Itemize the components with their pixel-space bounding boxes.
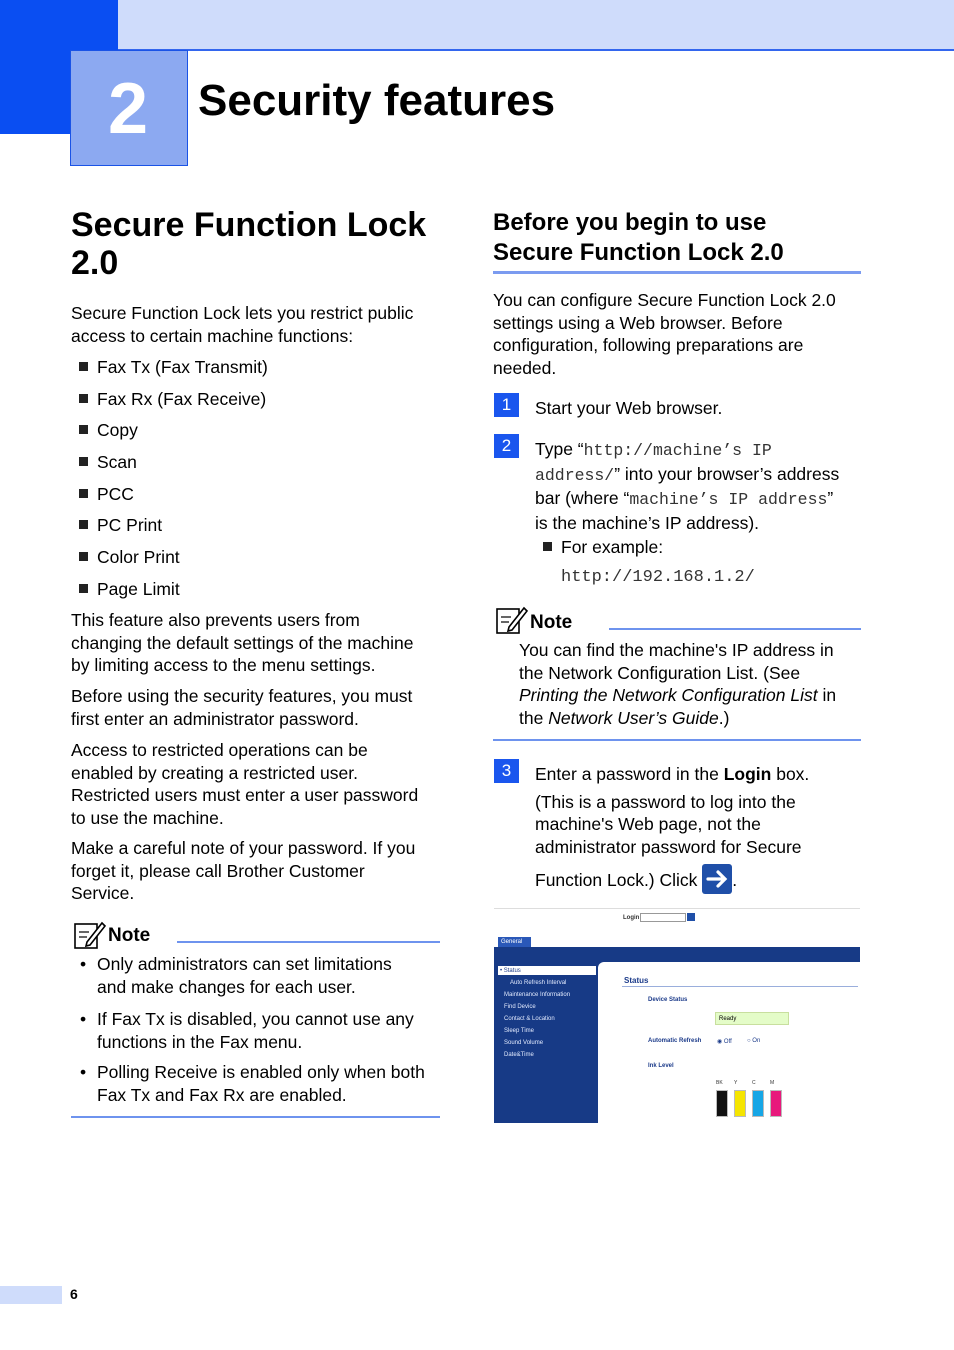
go-arrow-icon[interactable] xyxy=(702,864,732,894)
note-pencil-icon xyxy=(495,605,529,635)
status-panel xyxy=(598,962,860,1123)
example-item: For example: xyxy=(535,536,663,558)
panel-rule xyxy=(622,986,858,987)
right-intro-paragraph: You can configure Secure Function Lock 2.0 settings using a Web browser. Before configuration, following preparations are needed. xyxy=(493,290,836,378)
device-status-value: Ready xyxy=(715,1012,789,1025)
note-pencil-icon xyxy=(73,920,107,950)
list-item: Scan xyxy=(71,451,137,473)
step-1-badge: 1 xyxy=(494,393,519,417)
step-2-badge: 2 xyxy=(494,434,519,458)
ink-label: M xyxy=(770,1080,775,1086)
ink-bar xyxy=(770,1090,782,1117)
paragraph-admin-password: Before using the security features, you must first enter an administrator password. xyxy=(71,686,413,729)
header-band xyxy=(0,0,954,51)
ink-label: Y xyxy=(734,1080,738,1086)
paragraph-restricted-user: Access to restricted operations can be enabled by creating a restricted user. Restricted users must enter a user password to use the machine. xyxy=(71,740,419,828)
ink-bar xyxy=(734,1090,746,1117)
radio-on[interactable]: ○ On xyxy=(747,1038,761,1044)
menu-item[interactable]: Auto Refresh Interval xyxy=(510,980,567,986)
note-text: You can find the machine's IP address in the Network Configuration List. (See Printing the Network Configuration List in the Network User’s Guide.) xyxy=(519,640,837,728)
note-top-rule xyxy=(609,628,861,630)
intro-paragraph: Secure Function Lock lets you restrict public access to certain machine functions: xyxy=(71,303,414,346)
web-ui-screenshot xyxy=(494,908,860,1123)
menu-item[interactable]: Contact & Location xyxy=(504,1016,555,1022)
auto-refresh-label: Automatic Refresh xyxy=(648,1038,702,1044)
square-bullet-icon xyxy=(79,394,88,403)
note-item: • If Fax Tx is disabled, you cannot use any functions in the Fax menu. xyxy=(80,1009,414,1052)
note-label: Note xyxy=(530,612,573,633)
step-2-text: Type “http://machine’s IP address/” into your browser’s address bar (where “machine’s IP address” is the machine’s IP address). xyxy=(535,439,840,533)
note-item: • Only administrators can set limitations and make changes for each user. xyxy=(80,954,392,997)
list-item: PC Print xyxy=(71,514,162,536)
ink-label: BK xyxy=(716,1080,723,1086)
note-top-rule xyxy=(177,941,440,943)
step-3-text: Enter a password in the Login box. (This is a password to log into the machine's Web page, not the administrator password for Secure Function Lock.) Click . xyxy=(535,763,865,894)
subsection-rule xyxy=(493,271,861,274)
list-item: Page Limit xyxy=(71,578,180,600)
note-label: Note xyxy=(108,925,151,946)
menu-item[interactable]: • Status xyxy=(500,968,521,974)
login-go-icon[interactable] xyxy=(687,913,695,921)
square-bullet-icon xyxy=(79,457,88,466)
square-bullet-icon xyxy=(79,362,88,371)
menu-item[interactable]: Date&Time xyxy=(504,1052,534,1058)
menu-item[interactable]: Find Device xyxy=(504,1004,536,1010)
ink-level-label: Ink Level xyxy=(648,1063,674,1069)
menu-item[interactable]: Sound Volume xyxy=(504,1040,544,1046)
tab-general[interactable]: General xyxy=(498,937,531,947)
page-number: 6 xyxy=(70,1286,78,1302)
subsection-title: Before you begin to use Secure Function Lock 2.0 xyxy=(493,209,784,266)
login-label: Login xyxy=(623,915,640,921)
ink-bar xyxy=(752,1090,764,1117)
step-3-badge: 3 xyxy=(494,759,519,783)
paragraph-menu-settings: This feature also prevents users from changing the default settings of the machine by limiting access to the menu settings. xyxy=(71,610,414,675)
radio-off[interactable]: ◉ Off xyxy=(717,1039,732,1045)
section-title: Secure Function Lock 2.0 xyxy=(71,206,427,282)
square-bullet-icon xyxy=(543,542,552,551)
list-item: PCC xyxy=(71,483,134,505)
paragraph-password-note: Make a careful note of your password. If you forget it, please call Brother Customer Service. xyxy=(71,838,416,903)
ink-bar xyxy=(716,1090,728,1117)
note-box xyxy=(71,918,441,1124)
device-status-label: Device Status xyxy=(648,997,688,1003)
login-input[interactable] xyxy=(640,913,686,922)
example-url: http://192.168.1.2/ xyxy=(561,568,755,587)
panel-title: Status xyxy=(624,976,649,985)
note-item: • Polling Receive is enabled only when both Fax Tx and Fax Rx are enabled. xyxy=(80,1062,425,1105)
menu-item[interactable]: Sleep Time xyxy=(504,1028,535,1034)
square-bullet-icon xyxy=(79,489,88,498)
square-bullet-icon xyxy=(79,425,88,434)
list-item: Copy xyxy=(71,419,138,441)
note-bottom-rule xyxy=(493,739,861,741)
square-bullet-icon xyxy=(79,552,88,561)
list-item: Fax Tx (Fax Transmit) xyxy=(71,356,268,378)
square-bullet-icon xyxy=(79,584,88,593)
menu-item[interactable]: Maintenance Information xyxy=(504,992,571,998)
chapter-title: Security features xyxy=(198,76,556,125)
list-item: Color Print xyxy=(71,546,180,568)
step-1-text: Start your Web browser. xyxy=(535,398,723,418)
note-bottom-rule xyxy=(71,1116,440,1118)
chapter-number: 2 xyxy=(107,69,149,149)
ink-label: C xyxy=(752,1080,756,1086)
note-box-right xyxy=(493,603,863,743)
footer-band xyxy=(0,1286,62,1304)
square-bullet-icon xyxy=(79,520,88,529)
list-item: Fax Rx (Fax Receive) xyxy=(71,388,266,410)
